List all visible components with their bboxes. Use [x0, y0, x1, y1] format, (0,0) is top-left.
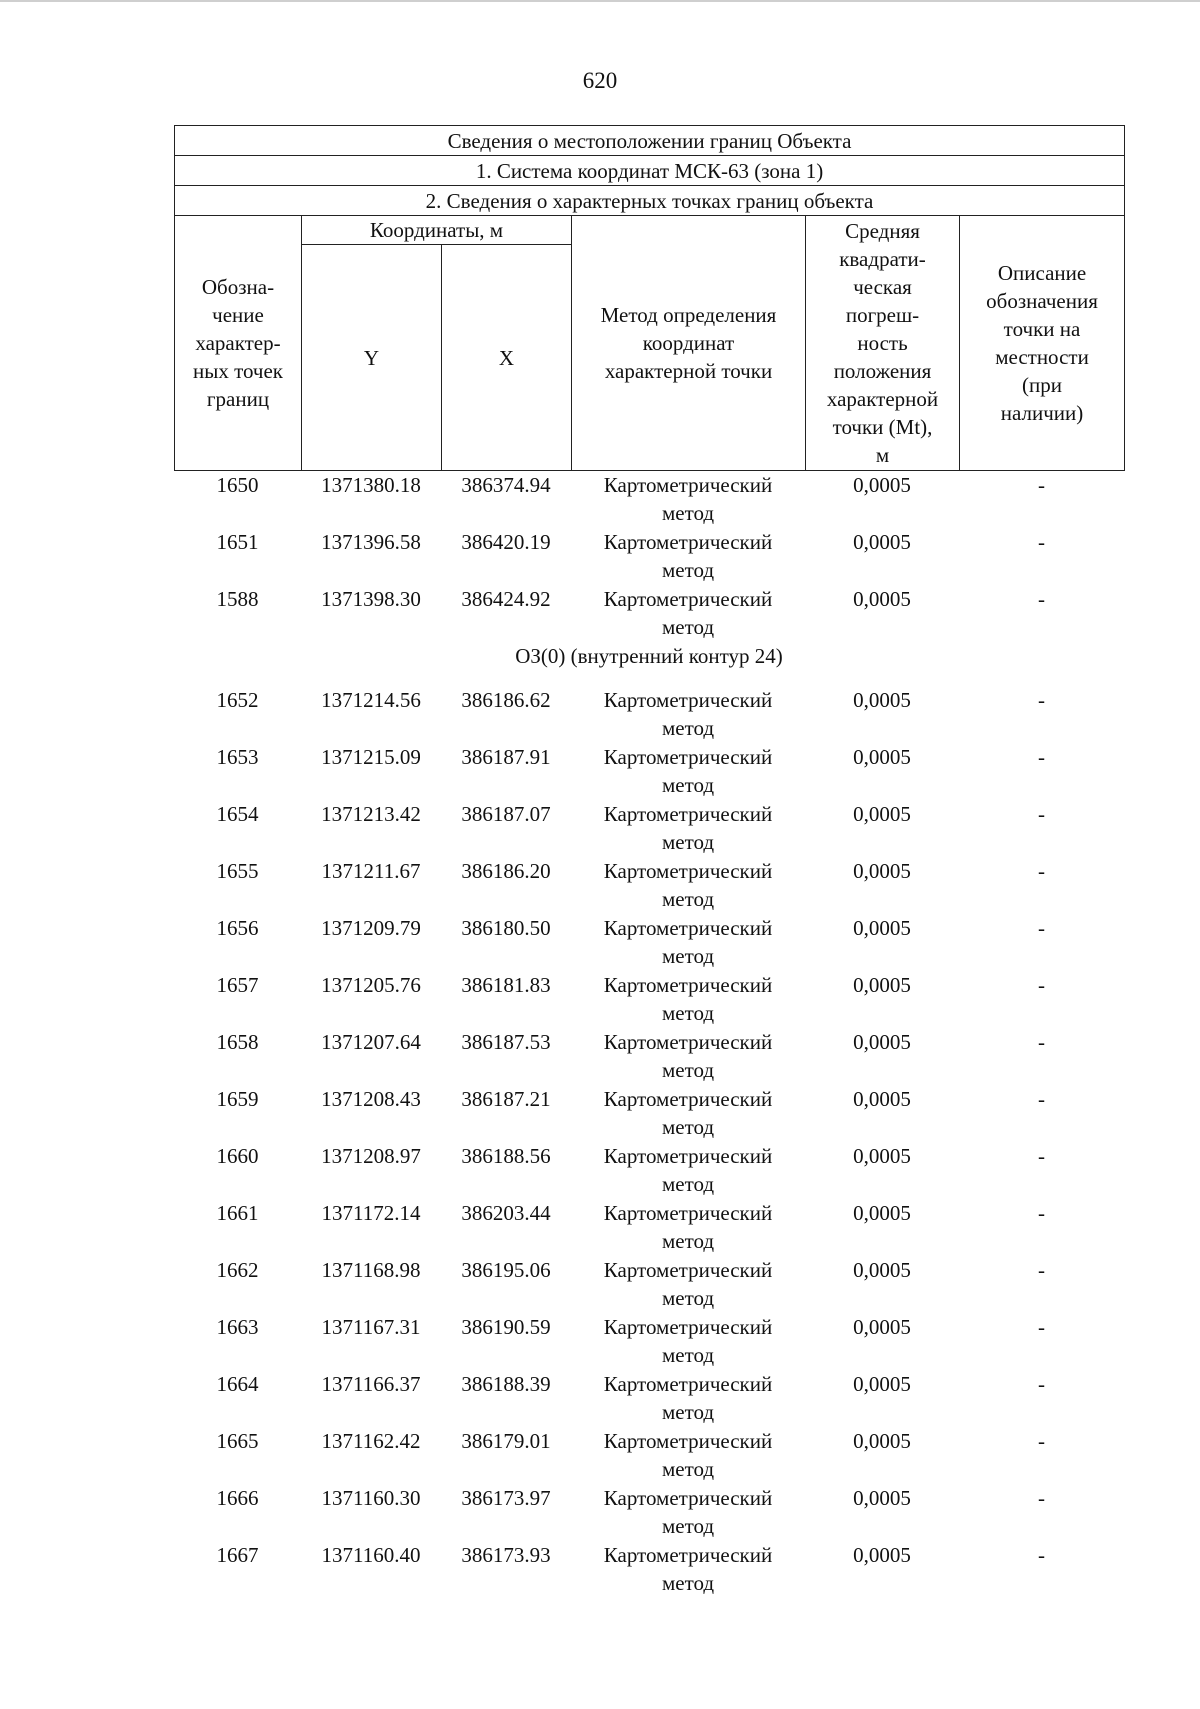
header-line: местности [995, 345, 1089, 369]
point-id: 1667 [216, 1543, 259, 1567]
error-value: 0,0005 [853, 973, 911, 997]
description: - [1038, 1258, 1045, 1282]
table-row [174, 1427, 1124, 1484]
error-value: 0,0005 [853, 1429, 911, 1453]
header-line: квадрати- [839, 247, 926, 271]
coord-y: 1371214.56 [321, 688, 421, 712]
header-line: Описание [997, 261, 1087, 285]
point-id: 1654 [216, 802, 259, 826]
method [571, 743, 805, 799]
coord-y: 1371166.37 [321, 1372, 421, 1396]
method-line: Картометрический [603, 1543, 773, 1567]
method-line: Картометрический [603, 530, 773, 554]
point-id: 1664 [216, 1372, 259, 1396]
coordinates-sheet [174, 125, 1124, 1598]
error-value: 0,0005 [853, 1087, 911, 1111]
header-designation-text [177, 273, 299, 413]
coord-x: 386195.06 [461, 1258, 551, 1282]
header-line: координат [642, 331, 735, 355]
coord-y: 1371207.64 [321, 1030, 421, 1054]
method-line: метод [661, 1058, 715, 1082]
coord-y: 1371211.67 [321, 859, 421, 883]
method-line: Картометрический [603, 802, 773, 826]
header-line: точки (Mt), [832, 415, 933, 439]
table-row [174, 1199, 1124, 1256]
point-id: 1588 [216, 587, 259, 611]
coord-x: 386179.01 [461, 1429, 551, 1453]
header-line: характер- [195, 331, 281, 355]
point-id: 1659 [216, 1087, 259, 1111]
header-line: характерной [826, 387, 939, 411]
method [571, 1484, 805, 1540]
description: - [1038, 530, 1045, 554]
coord-y: 1371160.30 [321, 1486, 421, 1510]
method [571, 857, 805, 913]
method-line: Картометрический [603, 1372, 773, 1396]
method [571, 1256, 805, 1312]
point-id: 1666 [216, 1486, 259, 1510]
method [571, 914, 805, 970]
table-row [174, 1370, 1124, 1427]
header-x: X [442, 245, 572, 471]
error-value: 0,0005 [853, 1201, 911, 1225]
description: - [1038, 1201, 1045, 1225]
coord-y: 1371160.40 [321, 1543, 421, 1567]
method [571, 528, 805, 584]
method-line: метод [661, 1400, 715, 1424]
method-line: метод [661, 1571, 715, 1595]
table-row [174, 471, 1124, 528]
method-line: метод [661, 1457, 715, 1481]
table-row [174, 857, 1124, 914]
coordinate-system: 1. Система координат МСК-63 (зона 1) [175, 156, 1125, 186]
point-id: 1651 [216, 530, 259, 554]
coord-x: 386181.83 [461, 973, 551, 997]
coord-y: 1371209.79 [321, 916, 421, 940]
header-error [806, 216, 960, 471]
table-row [174, 1541, 1124, 1598]
method-line: метод [661, 830, 715, 854]
error-value: 0,0005 [853, 587, 911, 611]
error-value: 0,0005 [853, 1030, 911, 1054]
point-id: 1652 [216, 688, 259, 712]
coord-y: 1371167.31 [321, 1315, 421, 1339]
method-line: метод [661, 1286, 715, 1310]
table-row [174, 743, 1124, 800]
coord-x: 386374.94 [461, 473, 551, 497]
coord-y: 1371168.98 [321, 1258, 421, 1282]
table-row [174, 1313, 1124, 1370]
table-row [174, 914, 1124, 971]
table-row [174, 1085, 1124, 1142]
point-id: 1653 [216, 745, 259, 769]
method-line: Картометрический [603, 916, 773, 940]
method-line: метод [661, 1001, 715, 1025]
method-line: метод [661, 501, 715, 525]
method-line: метод [661, 1115, 715, 1139]
table-body [174, 471, 1124, 1598]
coord-y: 1371208.97 [321, 1144, 421, 1168]
header-line: м [875, 443, 890, 467]
coord-y: 1371205.76 [321, 973, 421, 997]
description: - [1038, 1087, 1045, 1111]
method-line: метод [661, 1172, 715, 1196]
method-line: Картометрический [603, 1315, 773, 1339]
table-row [174, 686, 1124, 743]
description: - [1038, 1429, 1045, 1453]
error-value: 0,0005 [853, 1372, 911, 1396]
description: - [1038, 1543, 1045, 1567]
method-line: Картометрический [603, 745, 773, 769]
description: - [1038, 1144, 1045, 1168]
coord-x: 386188.56 [461, 1144, 551, 1168]
description: - [1038, 916, 1045, 940]
point-id: 1662 [216, 1258, 259, 1282]
method-line: Картометрический [603, 973, 773, 997]
header-method [572, 216, 806, 471]
header-description-text [962, 259, 1122, 427]
method-line: Картометрический [603, 1258, 773, 1282]
method-line: Картометрический [603, 1030, 773, 1054]
description: - [1038, 1315, 1045, 1339]
header-line: Средняя [845, 219, 920, 243]
description: - [1038, 1030, 1045, 1054]
description: - [1038, 745, 1045, 769]
point-id: 1655 [216, 859, 259, 883]
error-value: 0,0005 [853, 802, 911, 826]
method [571, 800, 805, 856]
header-line: Метод определения [600, 303, 777, 327]
error-value: 0,0005 [853, 1144, 911, 1168]
coord-x: 386186.62 [461, 688, 551, 712]
method-line: метод [661, 1343, 715, 1367]
coord-x: 386420.19 [461, 530, 551, 554]
header-line: характерной точки [604, 359, 773, 383]
method-line: метод [661, 615, 715, 639]
page-top-edge [0, 0, 1200, 2]
table-title: Сведения о местоположении границ Объекта [175, 126, 1125, 156]
coord-x: 386173.93 [461, 1543, 551, 1567]
header-line: точки на [1003, 317, 1081, 341]
header-coordinates: Координаты, м [302, 216, 572, 245]
table-row [174, 585, 1124, 642]
table-row [174, 1028, 1124, 1085]
method [571, 1085, 805, 1141]
page-number: 620 [582, 68, 618, 93]
error-value: 0,0005 [853, 473, 911, 497]
description: - [1038, 473, 1045, 497]
method [571, 1199, 805, 1255]
coord-x: 386188.39 [461, 1372, 551, 1396]
method-line: Картометрический [603, 587, 773, 611]
error-value: 0,0005 [853, 745, 911, 769]
coord-y: 1371213.42 [321, 802, 421, 826]
method [571, 1427, 805, 1483]
coord-x: 386187.53 [461, 1030, 551, 1054]
header-line: обозначения [986, 289, 1098, 313]
method-line: метод [661, 773, 715, 797]
method [571, 1142, 805, 1198]
table-row [174, 1484, 1124, 1541]
header-line: наличии) [1000, 401, 1084, 425]
coord-y: 1371396.58 [321, 530, 421, 554]
point-id: 1665 [216, 1429, 259, 1453]
point-id: 1656 [216, 916, 259, 940]
points-subtitle: 2. Сведения о характерных точках границ объекта [175, 186, 1125, 216]
description: - [1038, 587, 1045, 611]
header-line: ность [857, 331, 908, 355]
method-line: Картометрический [603, 1486, 773, 1510]
method-line: Картометрический [603, 473, 773, 497]
header-line: чение [212, 303, 264, 327]
method [571, 1370, 805, 1426]
table-row [174, 1142, 1124, 1199]
method [571, 686, 805, 742]
coord-x: 386424.92 [461, 587, 551, 611]
error-value: 0,0005 [853, 859, 911, 883]
coord-y: 1371398.30 [321, 587, 421, 611]
error-value: 0,0005 [853, 1315, 911, 1339]
header-designation [175, 216, 302, 471]
coord-x: 386173.97 [461, 1486, 551, 1510]
point-id: 1658 [216, 1030, 259, 1054]
method-line: Картометрический [603, 859, 773, 883]
error-value: 0,0005 [853, 688, 911, 712]
method [571, 1541, 805, 1597]
header-line: погреш- [845, 303, 920, 327]
header-y: Y [302, 245, 442, 471]
method-line: Картометрический [603, 1429, 773, 1453]
coord-x: 386187.21 [461, 1087, 551, 1111]
method [571, 471, 805, 527]
error-value: 0,0005 [853, 1543, 911, 1567]
header-line: (при [1022, 373, 1062, 397]
method-line: Картометрический [603, 1201, 773, 1225]
method-line: метод [661, 716, 715, 740]
error-value: 0,0005 [853, 1486, 911, 1510]
table-row [174, 1256, 1124, 1313]
method-line: метод [661, 558, 715, 582]
coord-y: 1371172.14 [321, 1201, 421, 1225]
method [571, 1313, 805, 1369]
description: - [1038, 688, 1045, 712]
header-line: границ [206, 387, 270, 411]
header-line: ческая [853, 275, 912, 299]
coord-y: 1371380.18 [321, 473, 421, 497]
error-value: 0,0005 [853, 1258, 911, 1282]
method [571, 1028, 805, 1084]
method-line: метод [661, 1514, 715, 1538]
coord-x: 386187.07 [461, 802, 551, 826]
description: - [1038, 859, 1045, 883]
description: - [1038, 1372, 1045, 1396]
method-line: Картометрический [603, 1087, 773, 1111]
error-value: 0,0005 [853, 916, 911, 940]
coord-x: 386186.20 [461, 859, 551, 883]
error-value: 0,0005 [853, 530, 911, 554]
coord-y: 1371208.43 [321, 1087, 421, 1111]
table-row [174, 971, 1124, 1028]
method-line: метод [661, 1229, 715, 1253]
point-id: 1650 [216, 473, 259, 497]
table-row [174, 800, 1124, 857]
header-error-text [808, 217, 957, 469]
section-label: ОЗ(0) (внутренний контур 24) [515, 644, 783, 668]
method-line: Картометрический [603, 1144, 773, 1168]
coord-y: 1371215.09 [321, 745, 421, 769]
method-line: Картометрический [603, 688, 773, 712]
table-row [174, 528, 1124, 585]
header-description [960, 216, 1125, 471]
header-line: положения [833, 359, 932, 383]
method [571, 971, 805, 1027]
description: - [1038, 973, 1045, 997]
point-id: 1663 [216, 1315, 259, 1339]
coord-y: 1371162.42 [321, 1429, 421, 1453]
coord-x: 386180.50 [461, 916, 551, 940]
table-header [174, 125, 1125, 471]
coord-x: 386187.91 [461, 745, 551, 769]
method-line: метод [661, 944, 715, 968]
point-id: 1660 [216, 1144, 259, 1168]
description: - [1038, 802, 1045, 826]
point-id: 1657 [216, 973, 259, 997]
point-id: 1661 [216, 1201, 259, 1225]
header-line: ных точек [192, 359, 284, 383]
description: - [1038, 1486, 1045, 1510]
method-line: метод [661, 887, 715, 911]
header-method-text [574, 301, 803, 385]
coord-x: 386190.59 [461, 1315, 551, 1339]
header-line: Обозна- [201, 275, 275, 299]
method [571, 585, 805, 641]
coord-x: 386203.44 [461, 1201, 551, 1225]
